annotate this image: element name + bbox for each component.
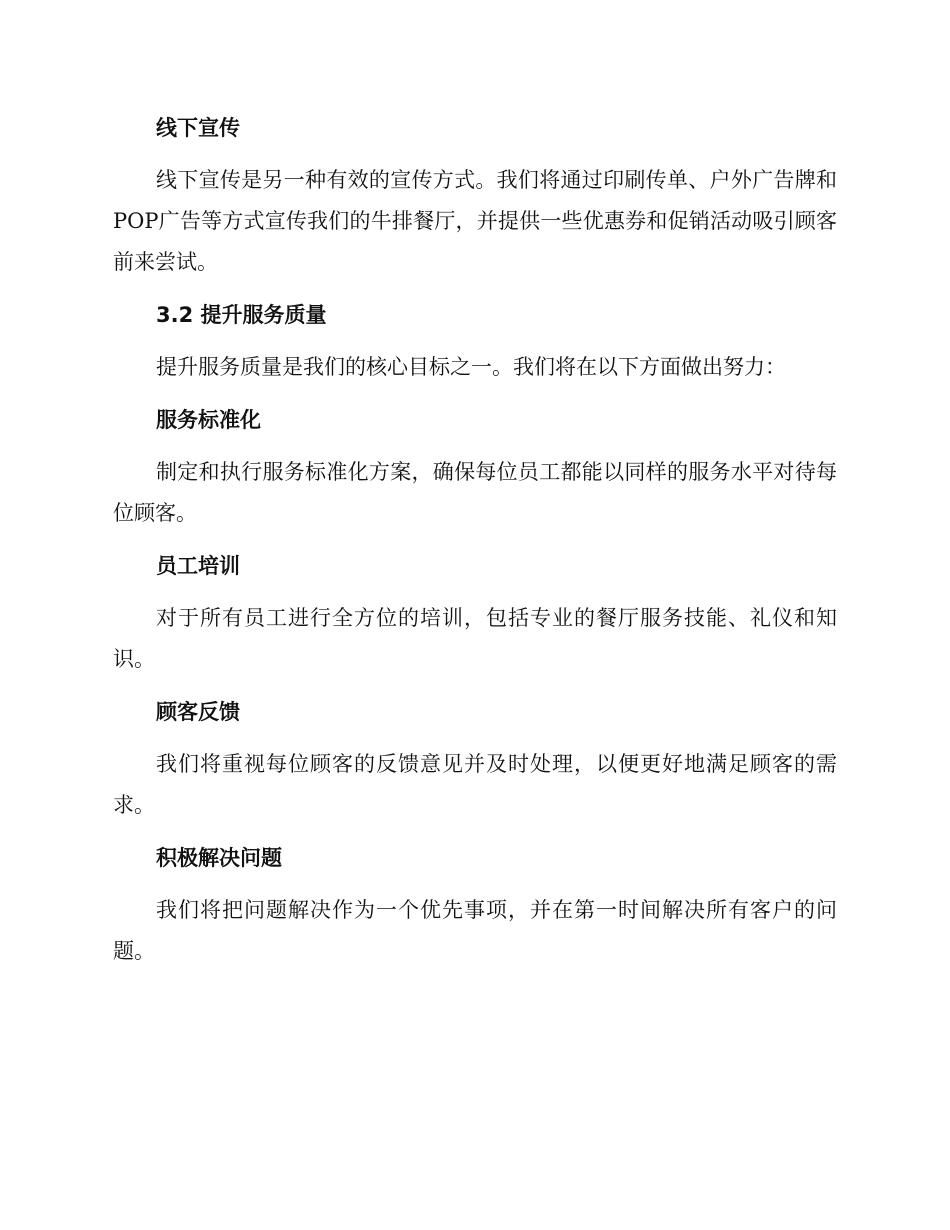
section-paragraph-service-standardization: 制定和执行服务标准化方案，确保每位员工都能以同样的服务水平对待每位顾客。 — [113, 460, 837, 525]
section-paragraph-staff-training: 对于所有员工进行全方位的培训，包括专业的餐厅服务技能、礼仪和知识。 — [113, 606, 837, 671]
section-heading-service-standardization: 服务标准化 — [156, 408, 261, 432]
section-heading-improve-service: 3.2 提升服务质量 — [156, 303, 327, 327]
document-body — [113, 108, 837, 984]
section-heading-staff-training: 员工培训 — [156, 554, 240, 578]
section-paragraph-customer-feedback: 我们将重视每位顾客的反馈意见并及时处理，以便更好地满足顾客的需求。 — [113, 752, 837, 817]
section-heading-offline-promotion: 线下宣传 — [156, 116, 240, 140]
section-heading-customer-feedback: 顾客反馈 — [156, 700, 240, 724]
section-paragraph-problem-solving: 我们将把问题解决作为一个优先事项，并在第一时间解决所有客户的问题。 — [113, 898, 837, 963]
section-paragraph-improve-service: 提升服务质量是我们的核心目标之一。我们将在以下方面做出努力： — [156, 355, 786, 379]
section-paragraph-offline-promotion: 线下宣传是另一种有效的宣传方式。我们将通过印刷传单、户外广告牌和POP广告等方式宣传我们的牛排餐厅，并提供一些优惠券和促销活动吸引顾客前来尝试。 — [113, 168, 837, 274]
section-heading-problem-solving: 积极解决问题 — [156, 846, 282, 870]
